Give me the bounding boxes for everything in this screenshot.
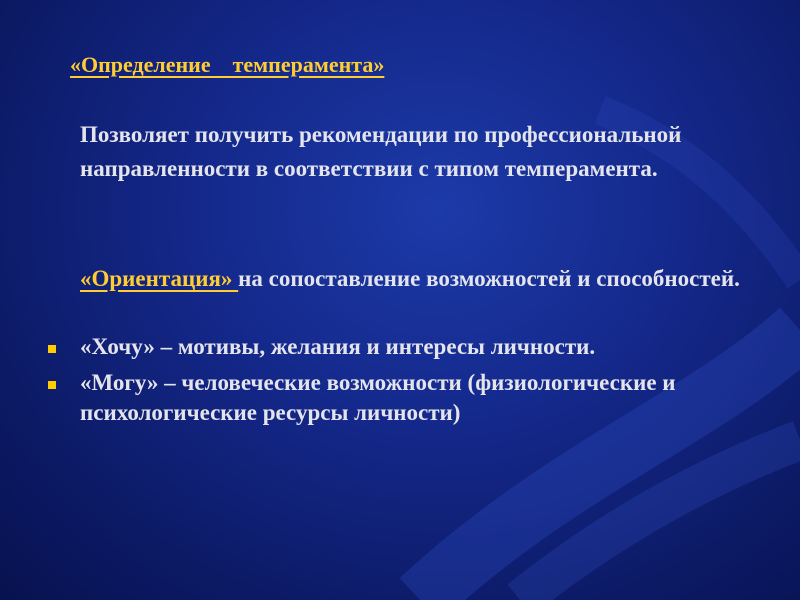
slide-heading: «Определение темперамента» — [70, 52, 385, 77]
description-paragraph: Позволяет получить рекомендации по профессиональной направленности в соответствии с типом темперамента. — [80, 122, 682, 181]
orientation-accent-label: «Ориентация» — [80, 266, 239, 291]
list-item — [48, 332, 748, 362]
orientation-text — [80, 264, 760, 294]
bullet-list — [48, 332, 748, 434]
bullet-text: «Могу» – человеческие возможности (физиологические и психологические ресурсы личности) — [80, 370, 676, 425]
square-bullet-icon — [48, 381, 56, 389]
bullet-text: «Хочу» – мотивы, желания и интересы личности. — [80, 334, 596, 359]
square-bullet-icon — [48, 345, 56, 353]
list-item — [48, 368, 748, 428]
orientation-rest-text: на сопоставление возможностей и способностей. — [238, 266, 740, 291]
